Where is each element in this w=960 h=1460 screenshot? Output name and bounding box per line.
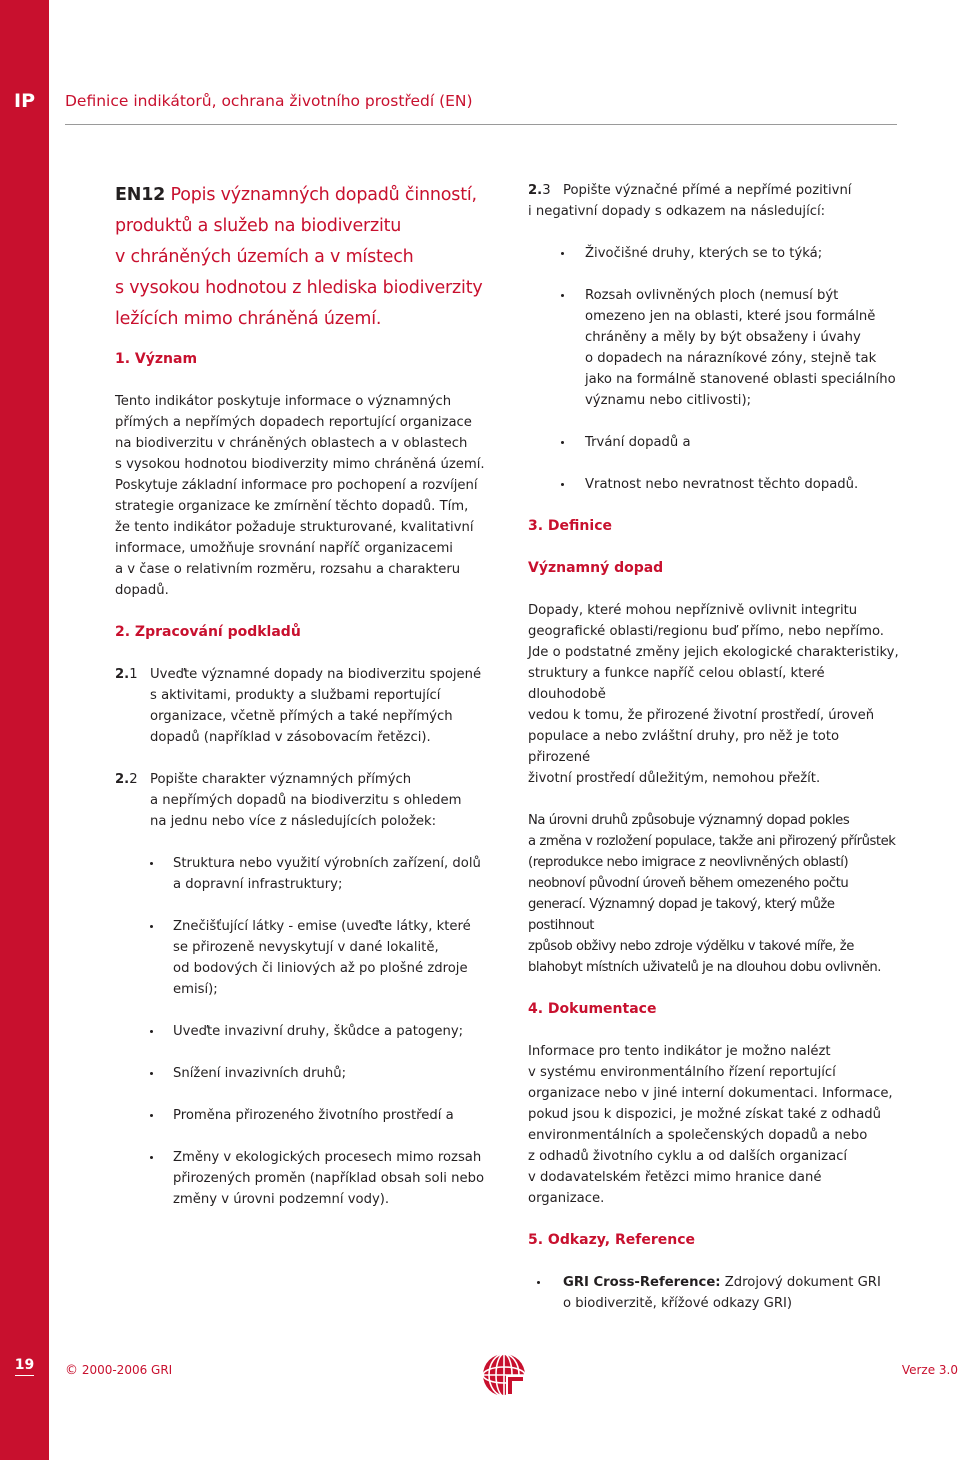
list-item: Znečišťující látky - emise (uveďte látky, které se přirozeně nevyskytují v dané lokalitě, od bodových či liniových až po plošné zdroje emisí); (115, 916, 500, 1000)
item-2-3-bullet-list (528, 243, 900, 495)
item-2-3: 2.3 Popište význačné přímé a nepřímé pozitivní (528, 183, 852, 198)
section-vyznam-text: Tento indikátor poskytuje informace o významných přímých a nepřímých dopadech reportující organizace na biodiverzitu v chráněných oblastech a v oblastech s vysokou hodnotou biodiverzity mimo chráněná území. Poskytuje základní informace pro pochopení a rozvíjení strategie organizace ke zmírnění těchto dopadů. Tím, že tento indikátor požaduje strukturované, kvalitativní informace, umožňuje srovnání napříč organizacemi a v čase o relativním rozměru, rozsahu a charakteru dopadů. (115, 394, 485, 598)
page-header-title: Definice indikátorů, ochrana životního prostředí (EN) (65, 92, 473, 110)
reference-list (528, 1272, 900, 1314)
side-bar (0, 0, 49, 1460)
version-label: Verze 3.0 (901, 1363, 958, 1377)
gri-globe-logo-icon (480, 1351, 528, 1399)
list-item: Rozsah ovlivněných ploch (nemusí být omezeno jen na oblasti, které jsou formálně chráněny a měly by být obsaženy i úvahy o dopadech na nárazníkové zóny, stejně tak jako na formálně stanovené oblasti speciálního významu nebo citlivosti); (528, 285, 900, 411)
section-code: IP (14, 90, 35, 112)
documentation-text: Informace pro tento indikátor je možno nalézt v systému environmentálního řízení reportující organizace nebo v jiné interní dokumentaci. Informace, pokud jsou k dispozici, je možné získat také z odhadů environmentálních a společenských dopadů a nebo z odhadů životního cyklu a od dalších organizací v dodavatelském řetězci mimo hranice dané organizace. (528, 1044, 893, 1206)
left-column (115, 180, 500, 1210)
item-2-2-bullet-list (115, 853, 500, 1210)
copyright-icon: © (65, 1363, 78, 1378)
list-item: Proměna přirozeného životního prostředí a (115, 1105, 500, 1126)
section-heading-definice: 3. Definice (528, 518, 612, 534)
list-item: Trvání dopadů a (528, 432, 900, 453)
right-column: 2.3 Popište význačné přímé a nepřímé pozitivní i negativní dopady s odkazem na následující: Živočišné druhy, kterých se to týká; Rozsah ovlivněných ploch (nemusí být omezeno jen na oblasti, které jsou formálně chráněny a měly by být obsaženy i úvahy o dopadech na nárazníkové zóny, stejně tak jako na formálně stanovené oblasti speciálního významu nebo citlivosti); Trvání dopadů a Vratnost nebo nevratnost těchto dopadů. 3. Definice Významný dopad Dopady, které mohou nepříznivě ovlivnit integritu geografické oblasti/regionu buď přímo, nebo nepřímo. Jde o podstatné změny jejich ekologické charakteristiky, struktury a funkce napříč celou oblastí, které dlouhodobě vedou k tomu, že přirozené životní prostředí, úroveň populace a nebo zvláštní druhy, pro něž je toto přirozené životní prostředí důležitým, nemohou přežít. Na úrovni druhů způsobuje významný dopad pokles a změna v rozložení populace, takže ani přirozený přírůstek (reprodukce nebo imigrace z neovlivněných oblastí) neobnoví původní úroveň během omezeného počtu generací. Významný dopad je takový, který může postihnout způsob obživy nebo zdroje výdělku v takové míře, že blahobyt místních uživatelů je na dlouhou dobu ovlivněn. 4. Dokumentace Informace pro tento indikátor je možno nalézt v systému environmentálního řízení reportující organizace nebo v jiné interní dokumentaci. Informace, pokud jsou k dispozici, je možné získat také z odhadů environmentálních a společenských dopadů a nebo z odhadů životního cyklu a od dalších organizací v dodavatelském řetězci mimo hranice dané organizace. 5. Odkazy, Reference GRI Cross-Reference: Zdrojový dokument GRI o biodiverzitě, křížové odkazy GRI) (528, 180, 900, 1314)
page-footer (0, 1355, 960, 1395)
item-2-1: 2.1 Uveďte významné dopady na biodiverzitu spojené s aktivitami, produkty a službami reportující organizace, včetně přímých a také nepřímých dopadů (například v zásobovacím řetězci). (115, 667, 482, 745)
section-heading-dokumentace: 4. Dokumentace (528, 1001, 657, 1017)
list-item: Uveďte invazivní druhy, škůdce a patogeny; (115, 1021, 500, 1042)
list-item: Struktura nebo využití výrobních zařízení, dolů a dopravní infrastruktury; (115, 853, 500, 895)
section-heading-vyznam: 1. Význam (115, 351, 198, 367)
indicator-title: EN12 Popis významných dopadů činností, produktů a služeb na biodiverzitu v chráněných územích a v místech s vysokou hodnotou z hlediska biodiverzity ležících mimo chráněná území. (115, 185, 483, 329)
definition-term: Významný dopad (528, 560, 664, 576)
page-number: 19 (0, 1357, 49, 1373)
list-item: Vratnost nebo nevratnost těchto dopadů. (528, 474, 900, 495)
section-heading-odkazy: 5. Odkazy, Reference (528, 1232, 696, 1248)
reference-label: GRI Cross-Reference: (563, 1275, 721, 1290)
indicator-code: EN12 (115, 185, 166, 205)
definition-paragraph-2: Na úrovni druhů způsobuje významný dopad pokles a změna v rozložení populace, takže ani přirozený přírůstek (reprodukce nebo imigrace z neovlivněných oblastí) neobnoví původní úroveň během omezeného počtu generací. Významný dopad je takový, který může postihnout způsob obživy nebo zdroje výdělku v takové míře, že blahobyt místních uživatelů je na dlouhou dobu ovlivněn. (528, 813, 896, 975)
section-heading-zpracovani: 2. Zpracování podkladů (115, 624, 301, 640)
definition-paragraph-1: Dopady, které mohou nepříznivě ovlivnit integritu geografické oblasti/regionu buď přímo, nebo nepřímo. Jde o podstatné změny jejich ekologické charakteristiky, struktury a funkce napříč celou oblastí, které dlouhodobě vedou k tomu, že přirozené životní prostředí, úroveň populace a nebo zvláštní druhy, pro něž je toto přirozené životní prostředí důležitým, nemohou přežít. (528, 603, 899, 786)
copyright: © 2000-2006 GRI (65, 1363, 173, 1378)
list-item: GRI Cross-Reference: Zdrojový dokument GRI o biodiverzitě, křížové odkazy GRI) (528, 1272, 900, 1314)
list-item: Živočišné druhy, kterých se to týká; (528, 243, 900, 264)
list-item: Změny v ekologických procesech mimo rozsah přirozených proměn (například obsah soli nebo změny v úrovni podzemní vody). (115, 1147, 500, 1210)
header-divider (65, 124, 897, 125)
item-2-2: 2.2 Popište charakter významných přímých a nepřímých dopadů na biodiverzitu s ohledem na jednu nebo více z následujících položek: (115, 772, 462, 829)
list-item: Snížení invazivních druhů; (115, 1063, 500, 1084)
